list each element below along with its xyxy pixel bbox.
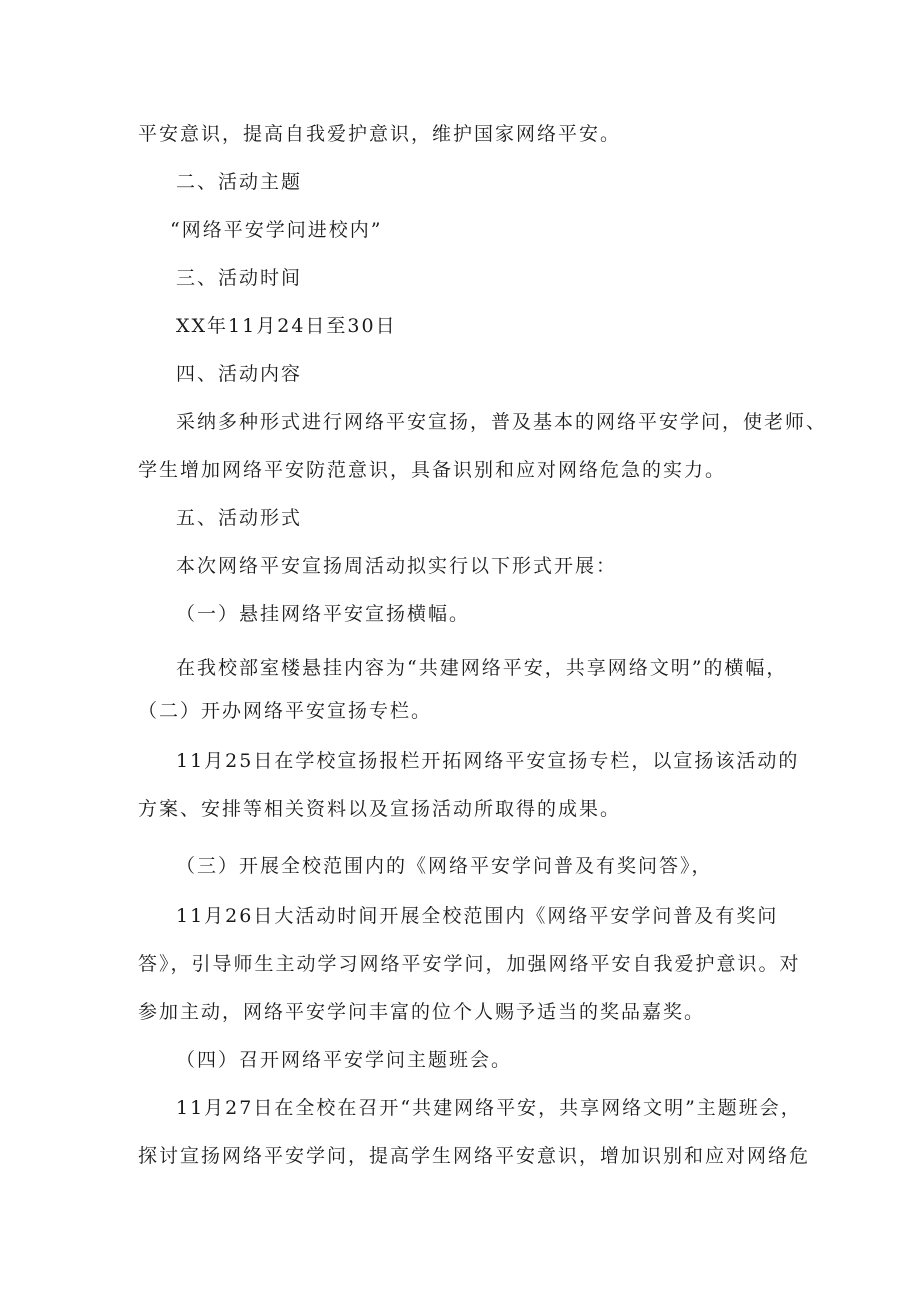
subheading-quiz: （三）开展全校范围内的《网络平安学问普及有奖问答》， [176,855,713,877]
body-text-line: 参加主动，网络平安学问丰富的位个人赐予适当的奖品嘉奖。 [138,1001,706,1023]
theme-text: “网络平安学问进校内” [170,219,383,241]
section-heading-form: 五、活动形式 [176,507,303,529]
body-text-line: 答》，引导师生主动学习网络平安学问，加强网络平安自我爱护意识。对 [138,953,801,975]
body-text-line: 11月25日在学校宣扬报栏开拓网络平安宣扬专栏，以宣扬该活动的 [176,750,800,772]
subheading-banner: （一）悬挂网络平安宣扬横幅。 [176,603,471,625]
body-text-line: 学生增加网络平安防范意识，具备识别和应对网络危急的实力。 [138,459,727,481]
body-text-line: 采纳多种形式进行网络平安宣扬，普及基本的网络平安学问，使老师、 [176,411,828,433]
body-text-line: 方案、安排等相关资料以及宣扬活动所取得的成果。 [138,798,622,820]
subheading-column: （二）开办网络平安宣扬专栏。 [138,700,433,722]
body-text-line: 探讨宣扬网络平安学问，提高学生网络平安意识，增加识别和应对网络危 [138,1145,811,1167]
time-text: XX年11月24日至30日 [176,315,397,337]
body-text-line: 在我校部室楼悬挂内容为“共建网络平安，共享网络文明”的横幅， [176,657,788,679]
subheading-class-meeting: （四）召开网络平安学问主题班会。 [176,1049,513,1071]
body-text-line: 11月27日在全校在召开“共建网络平安，共享网络文明”主题班会， [176,1097,802,1119]
body-text-line: 平安意识，提高自我爱护意识，维护国家网络平安。 [138,123,622,145]
section-heading-time: 三、活动时间 [176,267,303,289]
body-text-line: 本次网络平安宣扬周活动拟实行以下形式开展： [176,555,618,577]
body-text-line: 11月26日大活动时间开展全校范围内《网络平安学问普及有奖问 [176,905,779,927]
section-heading-content: 四、活动内容 [176,363,303,385]
section-heading-theme: 二、活动主题 [176,171,303,193]
